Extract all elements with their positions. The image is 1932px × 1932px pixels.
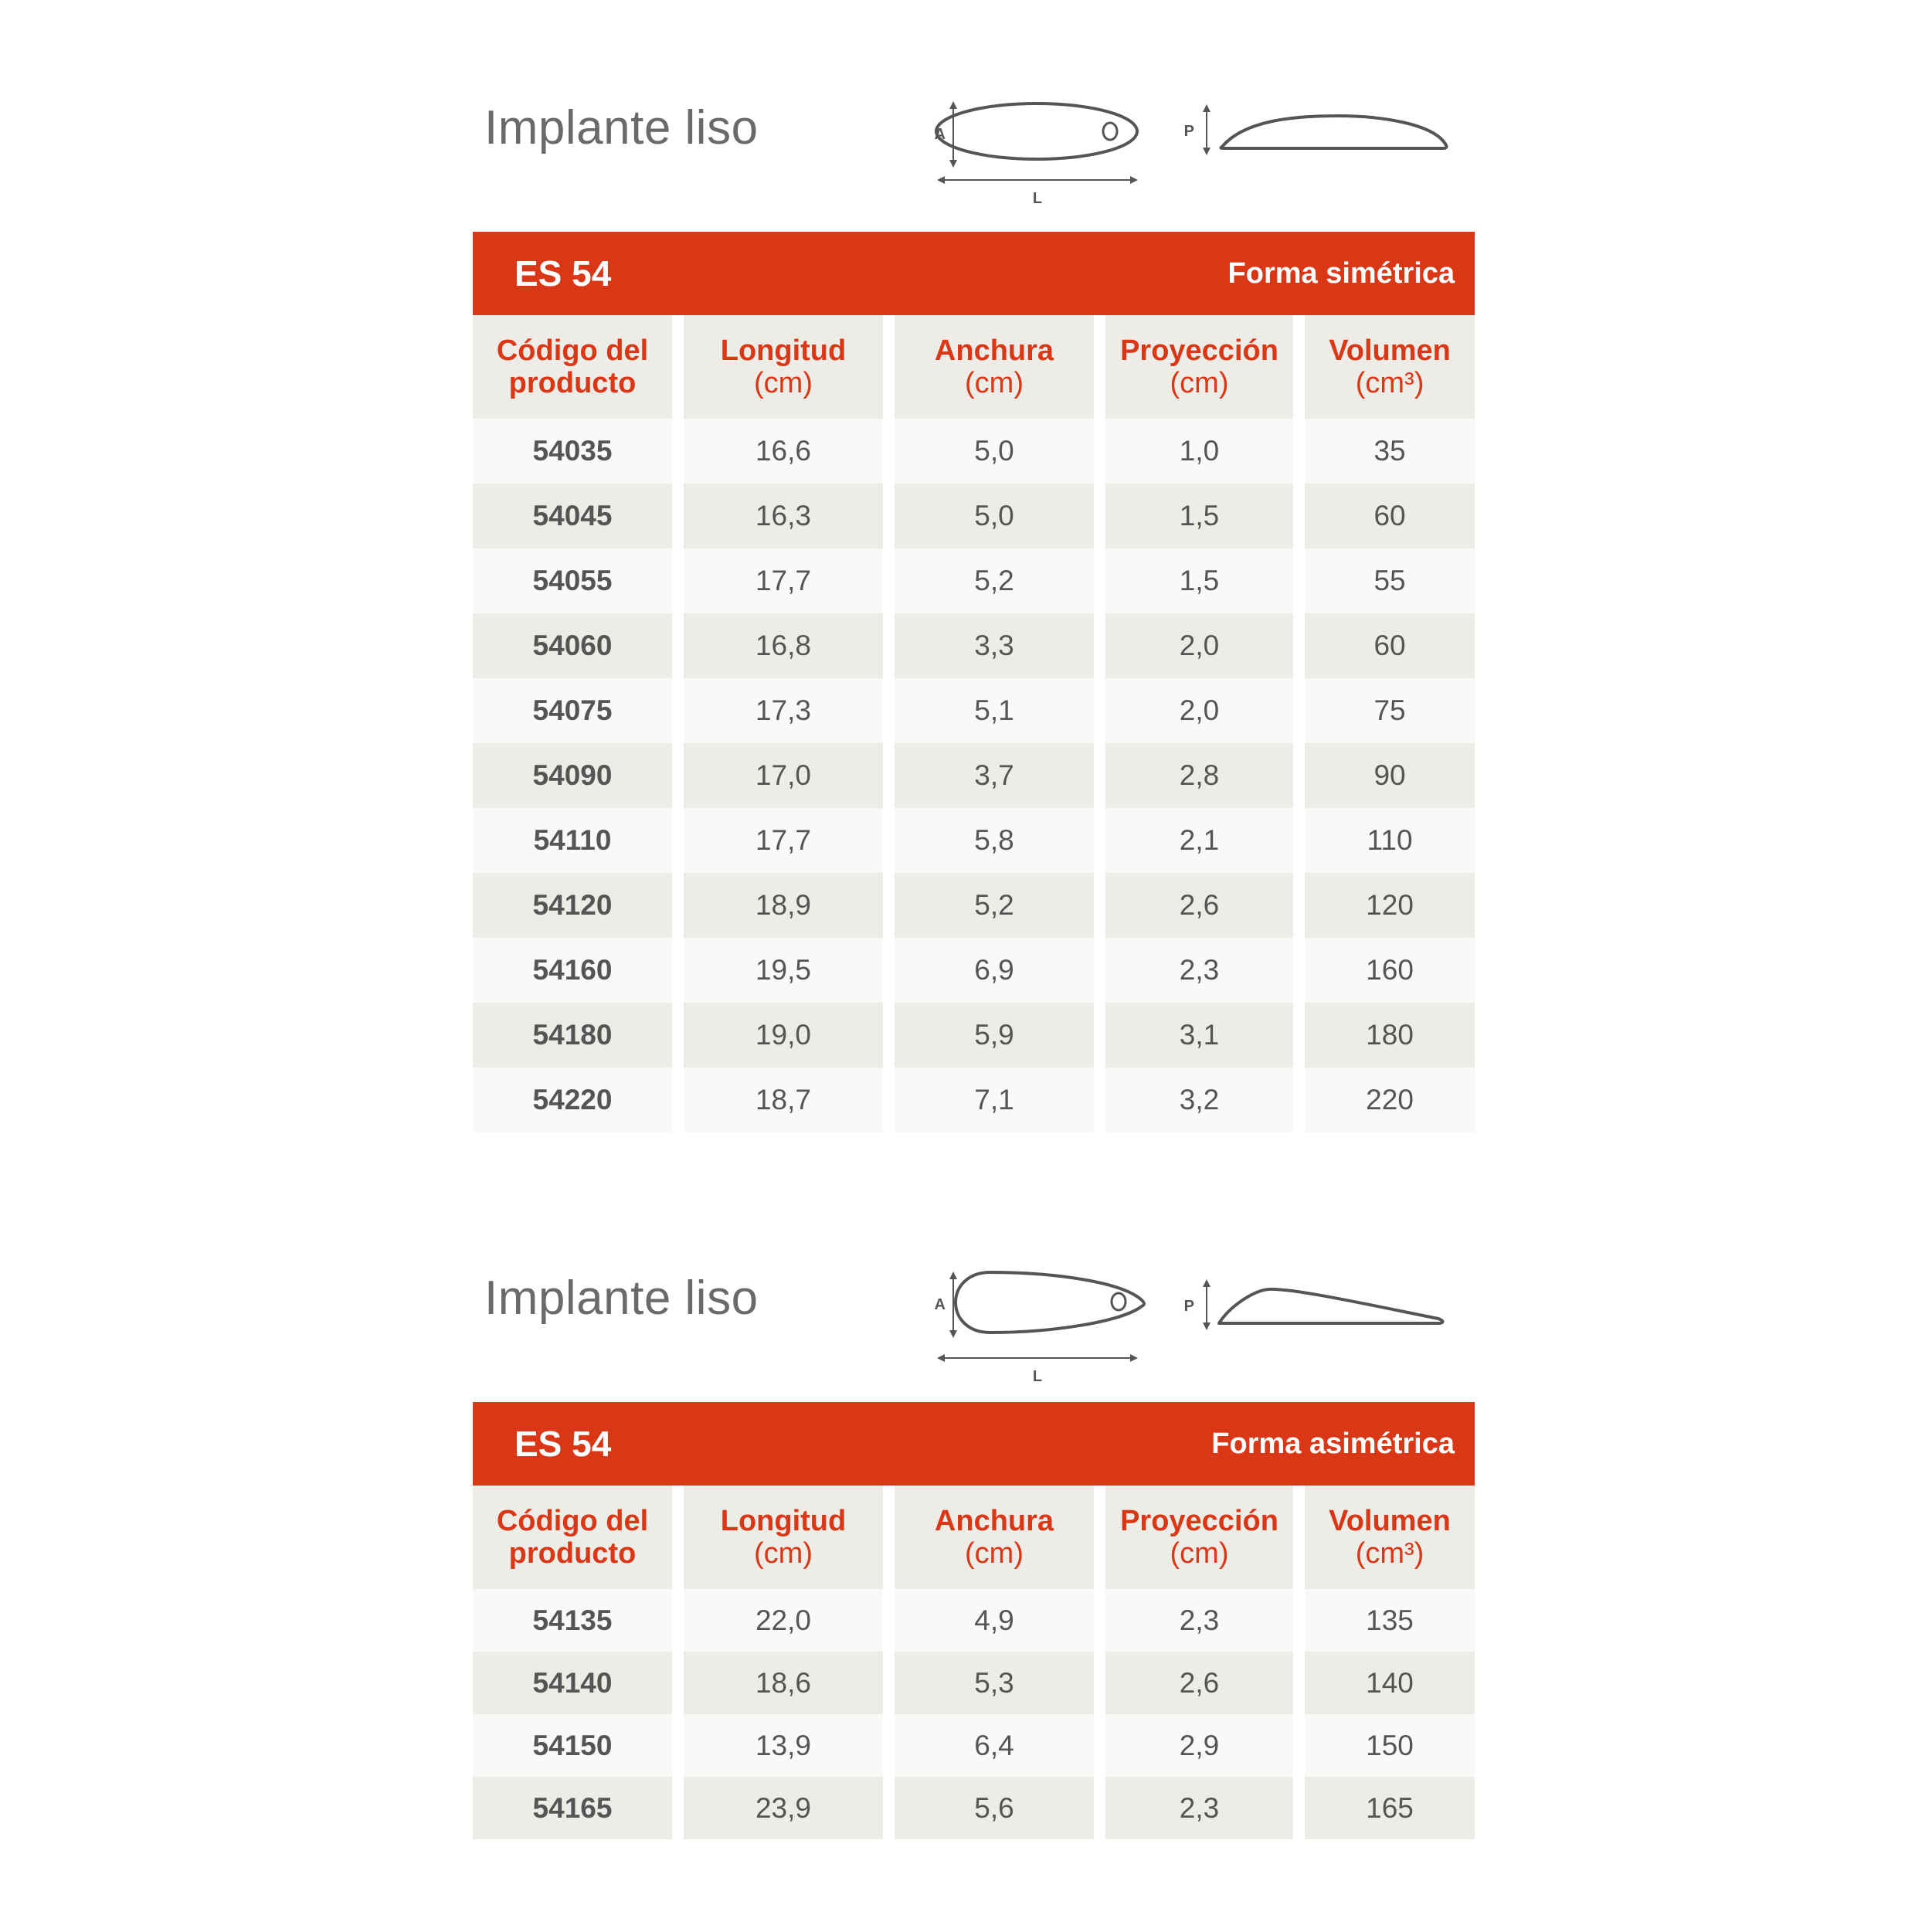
product-line-name: ES 54 — [514, 1424, 612, 1464]
cell-volume: 160 — [1305, 938, 1475, 1003]
cell-product-code: 54075 — [473, 678, 672, 743]
cell-width: 6,4 — [895, 1714, 1094, 1777]
cell-projection: 1,5 — [1105, 548, 1293, 613]
cell-product-code: 54165 — [473, 1777, 672, 1839]
cell-length: 18,7 — [684, 1068, 883, 1132]
cell-projection: 2,3 — [1105, 1589, 1293, 1652]
table-row — [473, 743, 1475, 808]
cell-projection: 1,5 — [1105, 484, 1293, 548]
column-header-length: Longitud (cm) — [684, 1486, 883, 1589]
cell-volume: 35 — [1305, 419, 1475, 484]
table-banner — [473, 232, 1475, 315]
cell-width: 5,8 — [895, 808, 1094, 873]
table-row — [473, 1589, 1475, 1652]
cell-volume: 110 — [1305, 808, 1475, 873]
cell-projection: 1,0 — [1105, 419, 1293, 484]
table-row — [473, 873, 1475, 938]
cell-product-code: 54055 — [473, 548, 672, 613]
section-asymmetric — [473, 1248, 1475, 1839]
table-row — [473, 678, 1475, 743]
cell-projection: 2,1 — [1105, 808, 1293, 873]
cell-product-code: 54180 — [473, 1003, 672, 1068]
section-symmetric — [473, 77, 1475, 1132]
page-title: Implante liso — [484, 1272, 759, 1325]
cell-length: 22,0 — [684, 1589, 883, 1652]
table-banner — [473, 1402, 1475, 1486]
table-body — [473, 419, 1475, 1132]
table-row — [473, 484, 1475, 548]
cell-length: 16,3 — [684, 484, 883, 548]
cell-length: 17,3 — [684, 678, 883, 743]
product-table-asymmetric — [473, 1402, 1475, 1839]
cell-volume: 60 — [1305, 484, 1475, 548]
section-header — [473, 77, 1475, 232]
top-view-outline — [936, 104, 1137, 159]
cell-projection: 2,0 — [1105, 613, 1293, 678]
cell-projection: 3,2 — [1105, 1068, 1293, 1132]
product-line-name: ES 54 — [514, 253, 612, 294]
column-header-code: Código del producto — [473, 1486, 672, 1589]
cell-volume: 120 — [1305, 873, 1475, 938]
cell-projection: 2,0 — [1105, 678, 1293, 743]
cell-length: 23,9 — [684, 1777, 883, 1839]
cell-product-code: 54110 — [473, 808, 672, 873]
cell-length: 19,5 — [684, 938, 883, 1003]
cell-width: 5,1 — [895, 678, 1094, 743]
column-header-projection: Proyección (cm) — [1105, 315, 1293, 419]
cell-length: 18,6 — [684, 1652, 883, 1714]
table-row — [473, 1003, 1475, 1068]
cell-volume: 135 — [1305, 1589, 1475, 1652]
cell-width: 4,9 — [895, 1589, 1094, 1652]
cell-volume: 75 — [1305, 678, 1475, 743]
cell-width: 5,0 — [895, 484, 1094, 548]
shape-label: Forma asimétrica — [1211, 1427, 1455, 1460]
table-row — [473, 1068, 1475, 1132]
cell-projection: 3,1 — [1105, 1003, 1293, 1068]
cell-volume: 55 — [1305, 548, 1475, 613]
cell-length: 17,7 — [684, 808, 883, 873]
cell-width: 3,3 — [895, 613, 1094, 678]
column-header-row — [473, 315, 1475, 419]
label-p: P — [1183, 1298, 1194, 1315]
valve-marker — [1103, 123, 1117, 140]
cell-volume: 165 — [1305, 1777, 1475, 1839]
cell-width: 6,9 — [895, 938, 1094, 1003]
table-row — [473, 938, 1475, 1003]
asymmetric-implant-diagram — [934, 1255, 1477, 1385]
cell-width: 5,0 — [895, 419, 1094, 484]
side-profile-outline — [1221, 116, 1446, 148]
cell-length: 13,9 — [684, 1714, 883, 1777]
cell-width: 3,7 — [895, 743, 1094, 808]
cell-volume: 140 — [1305, 1652, 1475, 1714]
cell-width: 5,6 — [895, 1777, 1094, 1839]
cell-length: 17,7 — [684, 548, 883, 613]
valve-marker — [1112, 1293, 1126, 1310]
column-header-code: Código del producto — [473, 315, 672, 419]
column-header-volume: Volumen (cm³) — [1305, 315, 1475, 419]
cell-product-code: 54140 — [473, 1652, 672, 1714]
cell-volume: 150 — [1305, 1714, 1475, 1777]
cell-product-code: 54120 — [473, 873, 672, 938]
cell-product-code: 54090 — [473, 743, 672, 808]
section-header — [473, 1248, 1475, 1402]
side-profile-outline — [1219, 1289, 1443, 1323]
cell-width: 5,2 — [895, 873, 1094, 938]
column-header-projection: Proyección (cm) — [1105, 1486, 1293, 1589]
cell-product-code: 54135 — [473, 1589, 672, 1652]
table-row — [473, 1652, 1475, 1714]
label-l: L — [1032, 190, 1043, 207]
table-row — [473, 1714, 1475, 1777]
column-header-length: Longitud (cm) — [684, 315, 883, 419]
top-view-outline — [956, 1272, 1144, 1333]
cell-width: 5,9 — [895, 1003, 1094, 1068]
label-a: A — [934, 126, 946, 143]
table-row — [473, 808, 1475, 873]
product-table-symmetric — [473, 232, 1475, 1132]
cell-product-code: 54160 — [473, 938, 672, 1003]
cell-width: 7,1 — [895, 1068, 1094, 1132]
label-a: A — [934, 1296, 946, 1313]
cell-projection: 2,8 — [1105, 743, 1293, 808]
cell-length: 18,9 — [684, 873, 883, 938]
cell-product-code: 54045 — [473, 484, 672, 548]
column-header-volume: Volumen (cm³) — [1305, 1486, 1475, 1589]
cell-product-code: 54035 — [473, 419, 672, 484]
cell-projection: 2,6 — [1105, 1652, 1293, 1714]
label-p: P — [1183, 123, 1194, 140]
cell-volume: 90 — [1305, 743, 1475, 808]
cell-length: 19,0 — [684, 1003, 883, 1068]
shape-label: Forma simétrica — [1227, 256, 1455, 290]
table-row — [473, 613, 1475, 678]
cell-projection: 2,9 — [1105, 1714, 1293, 1777]
column-header-width: Anchura (cm) — [895, 315, 1094, 419]
cell-projection: 2,3 — [1105, 1777, 1293, 1839]
table-row — [473, 419, 1475, 484]
cell-length: 17,0 — [684, 743, 883, 808]
cell-width: 5,3 — [895, 1652, 1094, 1714]
cell-length: 16,6 — [684, 419, 883, 484]
cell-product-code: 54220 — [473, 1068, 672, 1132]
symmetric-implant-diagram — [936, 85, 1477, 209]
column-header-row — [473, 1486, 1475, 1589]
cell-product-code: 54150 — [473, 1714, 672, 1777]
table-row — [473, 548, 1475, 613]
cell-volume: 180 — [1305, 1003, 1475, 1068]
cell-length: 16,8 — [684, 613, 883, 678]
cell-projection: 2,6 — [1105, 873, 1293, 938]
page-title: Implante liso — [484, 101, 759, 154]
cell-product-code: 54060 — [473, 613, 672, 678]
cell-width: 5,2 — [895, 548, 1094, 613]
cell-projection: 2,3 — [1105, 938, 1293, 1003]
label-l: L — [1032, 1368, 1043, 1385]
column-header-width: Anchura (cm) — [895, 1486, 1094, 1589]
cell-volume: 60 — [1305, 613, 1475, 678]
table-row — [473, 1777, 1475, 1839]
cell-volume: 220 — [1305, 1068, 1475, 1132]
table-body — [473, 1589, 1475, 1839]
